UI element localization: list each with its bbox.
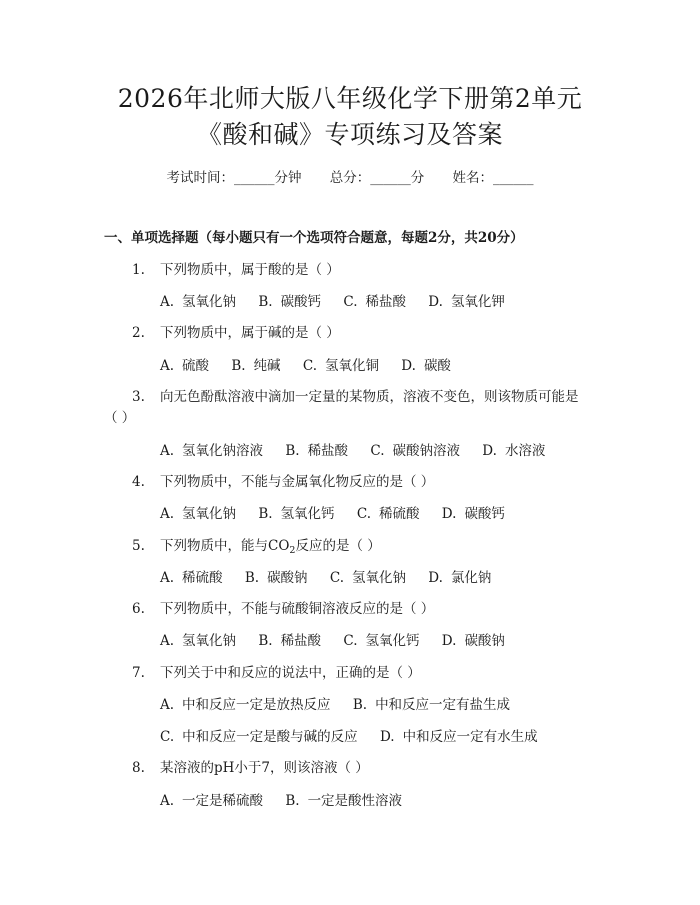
total-score-field: 总分：______分 xyxy=(329,170,425,186)
option-b xyxy=(285,791,402,811)
option-letter: A. xyxy=(160,443,175,459)
option-d xyxy=(428,292,505,312)
question-number: 4. xyxy=(132,474,145,490)
exam-time-field: 考试时间：______分钟 xyxy=(166,170,302,186)
option-c xyxy=(330,568,406,588)
question-text: 下列物质中，属于碱的是（ ） xyxy=(160,325,340,341)
option-a xyxy=(160,568,223,588)
option-text: 氢氧化钠 xyxy=(182,294,237,310)
option-text: 中和反应一定有盐生成 xyxy=(375,697,511,713)
option-text: 碳酸钠溶液 xyxy=(392,443,460,459)
option-letter: B. xyxy=(285,793,300,809)
option-text: 水溶液 xyxy=(504,443,546,459)
option-d xyxy=(380,727,538,747)
option-letter: D. xyxy=(401,358,416,374)
option-text: 一定是稀硫酸 xyxy=(182,793,264,809)
option-text: 稀盐酸 xyxy=(307,443,349,459)
question-text: 下列物质中，不能与金属氧化物反应的是（ ） xyxy=(160,474,435,490)
question-options xyxy=(160,695,640,715)
option-text: 碳酸 xyxy=(423,358,451,374)
option-letter: A. xyxy=(160,506,175,522)
option-text: 氢氧化钠 xyxy=(182,633,237,649)
option-letter: D. xyxy=(482,443,497,459)
option-text: 氢氧化钠 xyxy=(182,506,237,522)
question-number: 7. xyxy=(132,665,145,681)
question-text-part: 反应的是（ ） xyxy=(295,538,381,554)
option-letter: B. xyxy=(258,633,273,649)
option-a xyxy=(160,695,331,715)
option-letter: A. xyxy=(160,358,175,374)
question-options xyxy=(160,441,640,461)
option-letter: B. xyxy=(352,697,368,713)
option-letter: A. xyxy=(160,294,175,310)
option-a xyxy=(160,356,209,376)
option-text: 硫酸 xyxy=(182,358,210,374)
option-c xyxy=(303,356,379,376)
option-letter: C. xyxy=(160,729,175,745)
subscript: 2 xyxy=(289,545,296,556)
option-d xyxy=(428,568,491,588)
question-number: 5. xyxy=(132,538,145,554)
option-text: 中和反应一定是酸与碱的反应 xyxy=(182,729,358,745)
question-options xyxy=(160,356,640,376)
option-text: 稀硫酸 xyxy=(182,570,223,586)
question-number: 3. xyxy=(132,389,145,405)
option-text: 氢氧化钙 xyxy=(365,633,420,649)
option-d xyxy=(442,504,505,524)
option-a xyxy=(160,504,236,524)
question-number: 8. xyxy=(132,760,145,776)
option-text: 纯碱 xyxy=(253,358,281,374)
option-text: 碳酸钙 xyxy=(280,294,322,310)
option-letter: B. xyxy=(258,506,273,522)
option-letter: A. xyxy=(160,633,175,649)
option-text: 中和反应一定是放热反应 xyxy=(182,697,331,713)
option-a xyxy=(160,292,236,312)
option-b xyxy=(231,356,280,376)
option-b xyxy=(258,504,334,524)
question-options xyxy=(160,791,640,811)
option-letter: C. xyxy=(302,358,317,374)
option-b xyxy=(245,568,308,588)
option-text: 氢氧化钙 xyxy=(280,506,335,522)
student-name-field: 姓名：______ xyxy=(452,170,534,186)
option-letter: D. xyxy=(428,294,443,310)
question-number: 2. xyxy=(132,325,145,341)
option-a xyxy=(160,441,263,461)
option-b xyxy=(285,441,348,461)
option-c xyxy=(343,631,419,651)
option-b xyxy=(258,292,321,312)
option-c xyxy=(160,727,358,747)
option-text: 中和反应一定有水生成 xyxy=(402,729,538,745)
question-number: 1. xyxy=(132,262,145,278)
document-title-line2: 《酸和碱》专项练习及答案 xyxy=(196,120,503,149)
question-options xyxy=(160,504,640,524)
question-text-part: 下列物质中，能与CO xyxy=(160,538,290,554)
option-d xyxy=(401,356,451,376)
question-text: 下列物质中，不能与硫酸铜溶液反应的是（ ） xyxy=(160,601,435,617)
option-b xyxy=(353,695,510,715)
option-text: 氢氧化钠 xyxy=(352,570,406,586)
option-letter: A. xyxy=(160,793,175,809)
option-letter: B. xyxy=(244,570,260,586)
option-text: 碳酸钠 xyxy=(267,570,308,586)
question-text: 下列关于中和反应的说法中，正确的是（ ） xyxy=(160,665,421,681)
option-letter: C. xyxy=(370,443,385,459)
question-text xyxy=(160,536,590,561)
option-d xyxy=(442,631,505,651)
option-letter: A. xyxy=(160,697,175,713)
question-options xyxy=(160,568,640,588)
option-letter: C. xyxy=(343,633,358,649)
question-options xyxy=(160,292,640,312)
option-text: 一定是酸性溶液 xyxy=(307,793,403,809)
option-text: 稀盐酸 xyxy=(280,633,322,649)
option-text: 碳酸钙 xyxy=(464,506,505,522)
question-number: 6. xyxy=(132,601,145,617)
option-letter: A. xyxy=(160,570,175,586)
option-d xyxy=(482,441,545,461)
option-letter: D. xyxy=(441,506,457,522)
section-heading: 一、单项选择题（每小题只有一个选项符合题意，每题2分，共20分） xyxy=(104,230,524,246)
option-text: 氢氧化钠溶液 xyxy=(182,443,264,459)
option-text: 氢氧化铜 xyxy=(325,358,379,374)
option-letter: C. xyxy=(356,506,371,522)
option-letter: B. xyxy=(258,294,273,310)
question-text: 向无色酚酞溶液中滴加一定量的某物质，溶液不变色，则该物质可能是 xyxy=(160,389,579,405)
option-text: 稀盐酸 xyxy=(365,294,406,310)
option-letter: B. xyxy=(231,358,246,374)
option-letter: C. xyxy=(343,294,358,310)
exam-info xyxy=(0,168,700,188)
question-options xyxy=(160,727,640,747)
option-a xyxy=(160,791,263,811)
question-text: 某溶液的pH小于7，则该溶液（ ） xyxy=(160,760,369,776)
option-text: 稀硫酸 xyxy=(379,506,420,522)
option-text: 氢氧化钾 xyxy=(450,294,505,310)
option-text: 氯化钠 xyxy=(450,570,492,586)
option-letter: D. xyxy=(379,729,395,745)
option-c xyxy=(370,441,460,461)
document-title-line1: 2026年北师大版八年级化学下册第2单元 xyxy=(117,84,583,113)
option-c xyxy=(343,292,406,312)
option-c xyxy=(357,504,420,524)
option-a xyxy=(160,631,236,651)
option-letter: D. xyxy=(428,570,443,586)
question-text: 下列物质中，属于酸的是（ ） xyxy=(160,262,340,278)
option-text: 碳酸钠 xyxy=(464,633,505,649)
option-letter: C. xyxy=(329,570,344,586)
question-text-continuation: （ ） xyxy=(104,410,136,426)
option-b xyxy=(258,631,321,651)
option-letter: D. xyxy=(441,633,457,649)
question-options xyxy=(160,631,640,651)
option-letter: B. xyxy=(285,443,300,459)
